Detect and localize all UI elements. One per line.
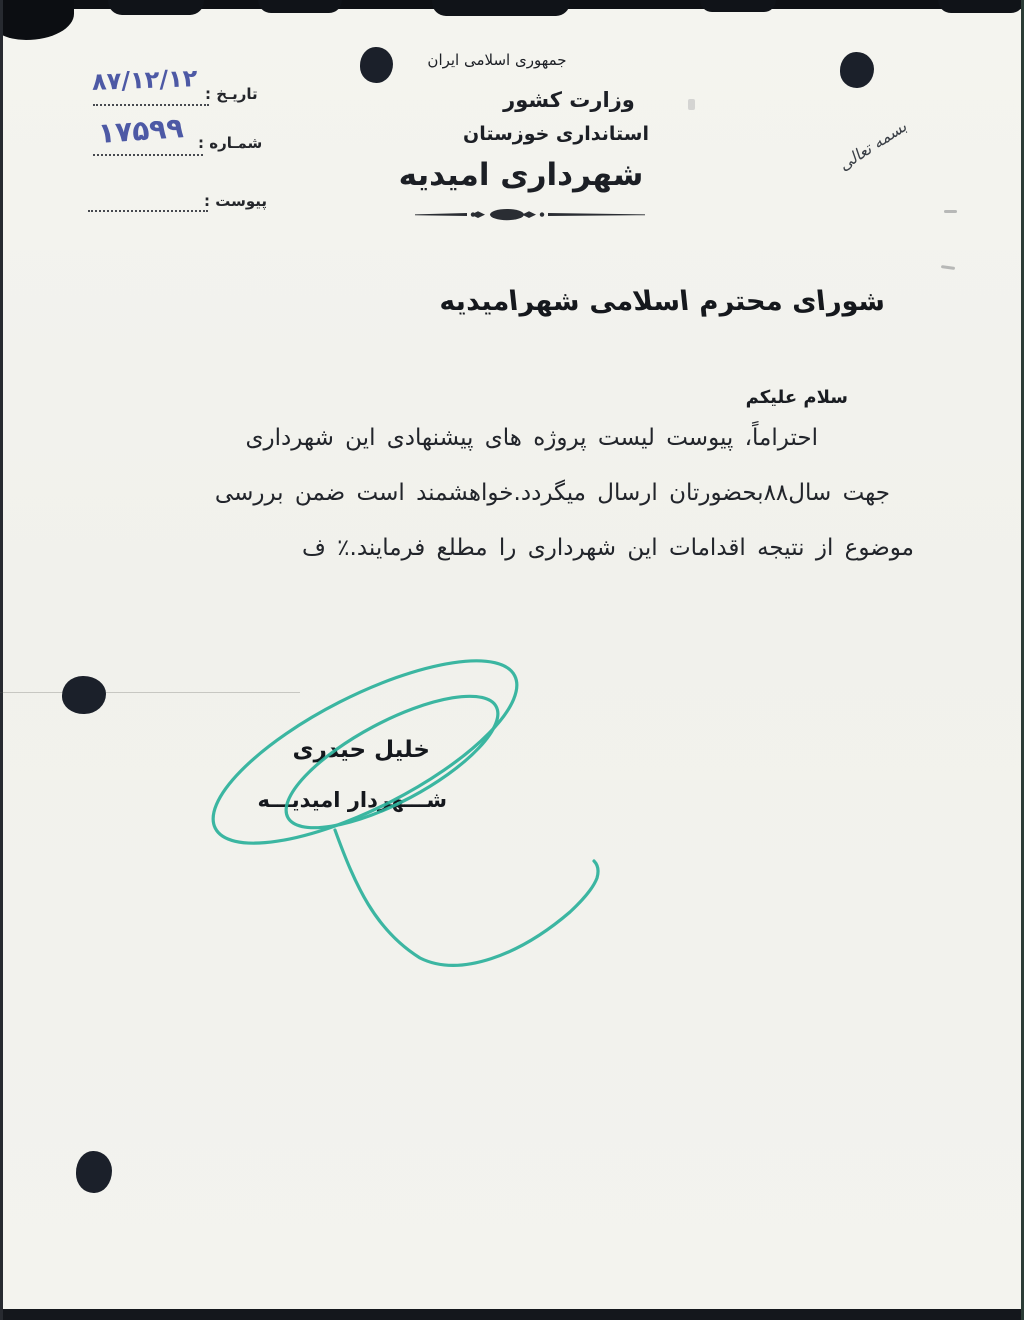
hole-punch-mark — [360, 47, 393, 83]
hole-punch-mark — [76, 1151, 112, 1193]
signatory-name: خلیل حیدری — [292, 737, 430, 763]
body-line: جهت سال۸۸بحضورتان ارسال میگردد.خواهشمند است ضمن بررسی — [214, 480, 890, 506]
scan-blob — [258, 0, 342, 13]
number-handwritten-value: ۱۷۵۹۹ — [96, 111, 185, 150]
ornament-divider-icon — [415, 206, 645, 224]
scan-artifact — [941, 265, 955, 270]
hole-punch-mark — [840, 52, 874, 88]
scan-blob — [938, 0, 1024, 13]
letterhead-ministry: وزارت کشور — [503, 88, 635, 112]
letterhead-country: جمهوری اسلامی ایران — [427, 51, 567, 69]
scan-artifact — [688, 99, 695, 110]
scan-blob-corner — [0, 0, 74, 40]
scan-blob — [108, 0, 204, 15]
body-line: احتراماً، پیوست لیست پروژه های پیشنهادی این شهرداری — [245, 425, 818, 451]
bismillah-calligraphy: بسمه تعالی — [835, 116, 910, 175]
salutation-text: سلام علیکم — [745, 387, 848, 408]
scan-blob — [700, 0, 776, 12]
scan-artifact — [944, 210, 957, 213]
addressee-heading: شورای محترم اسلامی شهرامیدیه — [437, 286, 887, 317]
letterhead-municipality: شهرداری امیدیه — [398, 157, 644, 193]
signature-scribble — [170, 640, 640, 990]
date-handwritten-value: ۸۷/۱۲/۱۲ — [91, 64, 198, 96]
number-label: شمـاره : — [198, 134, 263, 152]
scan-edge-bottom — [0, 1309, 1024, 1320]
body-line: موضوع از نتیجه اقدامات این شهرداری را مطلع فرمایند.٪ ف — [302, 535, 914, 561]
signatory-title: شـــهردار امیدیـــه — [257, 788, 447, 812]
hole-punch-mark — [62, 676, 106, 714]
date-label: تاریـخ : — [205, 85, 258, 103]
scan-blob — [432, 0, 570, 16]
scan-edge-left — [0, 0, 3, 1320]
attachment-leader-line — [88, 194, 208, 212]
attachment-label: پیوست : — [204, 192, 268, 210]
letterhead-province: استانداری خوزستان — [462, 123, 649, 145]
